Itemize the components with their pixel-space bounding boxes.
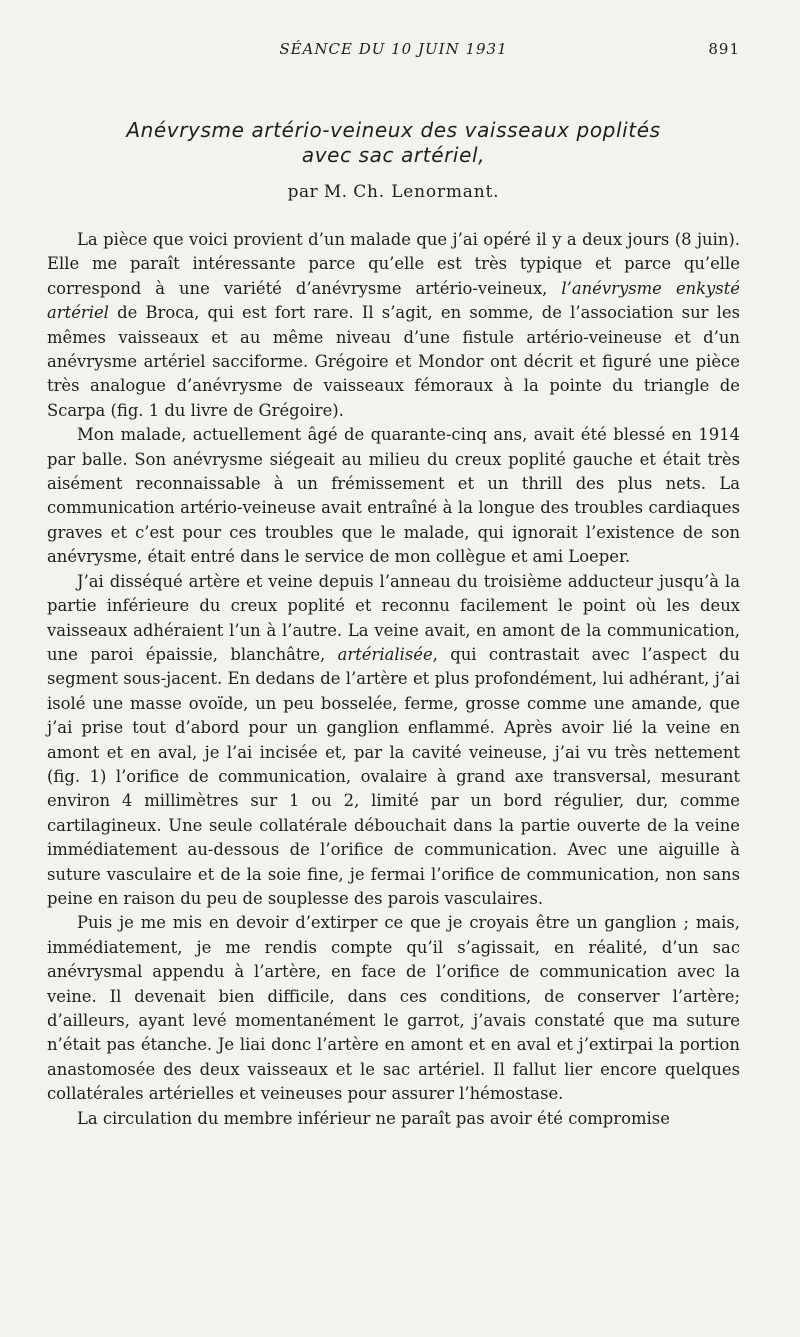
running-head xyxy=(47,28,740,58)
paragraph-3-text-a: J’ai disséqué artère et veine depuis l’anneau du troisième adducteur jusqu’à la partie inférieure du creux poplité et reconnu facilement le point où les deux vaisseaux adhéraient l’un à l’autre. La veine avait, en amont de la communication, une paroi épaissie, blanchâtre, xyxy=(47,571,740,664)
byline-prefix: par M. xyxy=(287,182,348,202)
article-title xyxy=(47,118,740,168)
page xyxy=(47,28,740,1131)
paragraph-4: Puis je me mis en devoir d’extirper ce que je croyais être un ganglion ; mais, immédiatement, je me rendis compte qu’il s’agissait, en réalité, d’un sac anévrysmal appendu à l’artère, en face de l’orifice de communication avec la veine. Il devenait bien difficile, dans ces conditions, de conserver l’artère; d’ailleurs, ayant levé momentanément le garrot, j’avais constaté que ma suture n’était pas étanche. Je liai donc l’artère en amont et en aval et j’extirpai la portion anastomosée des deux vaisseaux et le sac artériel. Il fallut lier encore quelques collatérales artérielles et veineuses pour assurer l’hémostase. xyxy=(47,913,740,1104)
paragraph-5: La circulation du membre inférieur ne paraît pas avoir été compromise xyxy=(77,1108,670,1128)
article-title-line-2: avec sac artériel, xyxy=(301,143,486,167)
paragraph-1-text-b: de Broca, qui est fort rare. Il s’agit, en somme, de l’association sur les mêmes vaisseaux et au même niveau d’une fistule artério-veineuse et d’un anévrysme artériel sacciforme. Grégoire et Mondor ont décrit et figuré une pièce très analogue d’anévrysme de vaisseaux fémoraux à la pointe du triangle de Scarpa (fig. 1 du livre de Grégoire). xyxy=(47,303,740,420)
article-title-line-1: Anévrysme artério-veineux des vaisseaux poplités xyxy=(126,118,661,142)
article-body xyxy=(47,228,740,1131)
paragraph-1-text-a: La pièce que voici provient d’un malade que j’ai opéré il y a deux jours (8 juin). Elle me paraît intéressante parce qu’elle est très typique et parce qu’elle correspond à une variété d’anévrysme artério-veineux, xyxy=(47,230,740,298)
paragraph-1-italic: l’anévrysme enkysté artériel xyxy=(47,278,740,323)
paragraph-3-text-b: , qui contrastait avec l’aspect du segment sous-jacent. En dedans de l’artère et plus profondément, lui adhérant, j’ai isolé une masse ovoïde, un peu bosselée, ferme, grosse comme une amande, que j’ai prise tout d’abord pour un ganglion enflammé. Après avoir lié la veine en amont et en aval, je l’ai incisée et, par la cavité veineuse, j’ai vu très nettement (fig. 1) l’orifice de communication, ovalaire à grand axe transversal, mesurant environ 4 millimètres sur 1 ou 2, limité par un bord régulier, dur, comme cartilagineux. Une seule collatérale débouchait dans la partie ouverte de la veine immédiatement au-dessous de l’orifice de communication. Avec une aiguille à suture vasculaire et de la soie fine, je fermai l’orifice de communication, non sans peine en raison du peu de souplesse des parois vasculaires. xyxy=(47,644,740,908)
paragraph-3-italic: artérialisée xyxy=(337,644,433,664)
page-number: 891 xyxy=(708,40,740,58)
running-title: SÉANCE DU 10 JUIN 1931 xyxy=(279,40,508,58)
byline xyxy=(47,182,740,202)
paragraph-3 xyxy=(47,570,740,912)
paragraph-2: Mon malade, actuellement âgé de quarante-cinq ans, avait été blessé en 1914 par balle. Son anévrysme siégeait au milieu du creux poplité gauche et était très aisément reconnaissable à un frémissement et un thrill des plus nets. La communication artério-veineuse avait entraîné à la longue des troubles cardiaques graves et c’est pour ces troubles que le malade, qui ignorait l’existence de son anévrysme, était entré dans le service de mon collègue et ami Loeper. xyxy=(47,425,740,567)
paragraph-1 xyxy=(47,228,740,423)
author-name: Ch. Lenormant. xyxy=(353,182,500,202)
